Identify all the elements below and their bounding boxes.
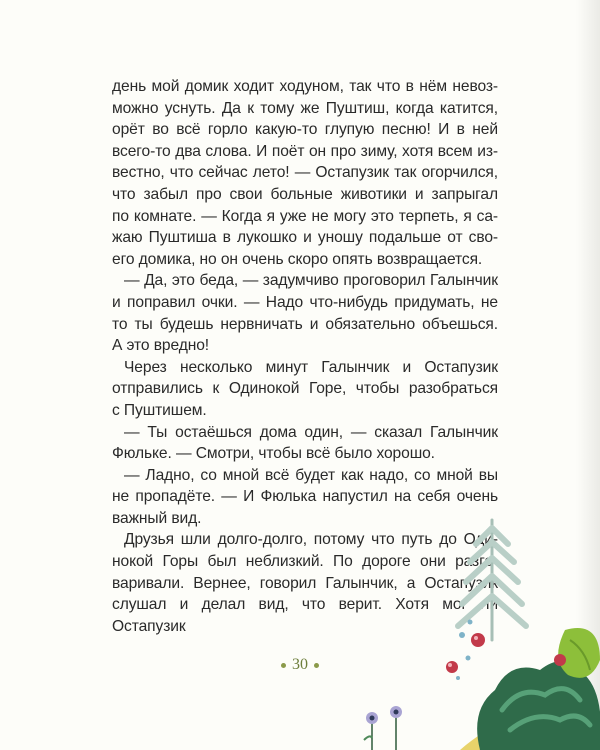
text-line: можно уснуть. Да к тому же Пуштиш, когда катится, (112, 99, 498, 117)
text-line: отправились к Одинокой Горе, чтобы разобраться (112, 380, 498, 398)
text-line: — Да, это беда, — задумчиво проговорил Галынчик (124, 272, 498, 290)
text-line: варивали. Вернее, говорил Галынчик, а Остапузик (112, 574, 498, 592)
text-line: слушал и делал вид, что верит. Хотя мог ли Остапузик (112, 596, 498, 635)
text-line: Через несколько минут Галынчик и Остапузик (124, 358, 498, 376)
page-number-dot-left (281, 663, 286, 668)
text-line: важный вид. (112, 509, 202, 527)
text-line: по комнате. — Когда я уже не могу это терпеть, я са- (112, 207, 498, 225)
text-line: нокой Горы был неблизкий. По дороге они разго- (112, 553, 498, 571)
green-leaf (558, 628, 600, 678)
text-line: Фюльке. — Смотри, чтобы всё было хорошо. (112, 445, 435, 463)
text-line: вестно, что сейчас лето! — Остапузик так огорчился, (112, 164, 498, 182)
text-line: что забыл про свои больные животики и запрыгал (112, 185, 498, 203)
text-line: — Ладно, со мной всё будет как надо, со мной вы (124, 466, 498, 484)
forest-illustration (440, 510, 600, 750)
text-line: Друзья шли долго-долго, потому что путь до Оди- (124, 531, 498, 549)
purple-daisies (360, 700, 420, 750)
paragraph (112, 76, 498, 270)
paragraph (112, 422, 498, 465)
text-line: — Ты остаёшься дома один, — сказал Галынчик (124, 423, 498, 441)
text-line: с Пуштишем. (112, 401, 207, 419)
text-line: всего-то два слова. И поёт он про зиму, хотя всем из- (112, 142, 498, 160)
text-line: не пропадёте. — И Фюлька напустил на себя очень (112, 488, 498, 506)
text-line: орёт во всё горло какую-то глупую песню! И в ней (112, 121, 498, 139)
page-number-dot-right (314, 663, 319, 668)
page-number-value: 30 (292, 656, 308, 673)
text-line: А это вредно! (112, 337, 210, 355)
text-line: то ты будешь нервничать и обязательно объешься. (112, 315, 498, 333)
text-line: жаю Пуштиша в лукошко и уношу подальше от сво- (112, 229, 498, 247)
text-line: его домика, но он очень скоро опять возвращается. (112, 250, 483, 268)
text-line: день мой домик ходит ходуном, так что в нём невоз- (112, 78, 498, 95)
paragraph (112, 270, 498, 356)
text-line: и поправил очки. — Надо что-нибудь придумать, не (112, 293, 498, 311)
paragraph (112, 357, 498, 422)
